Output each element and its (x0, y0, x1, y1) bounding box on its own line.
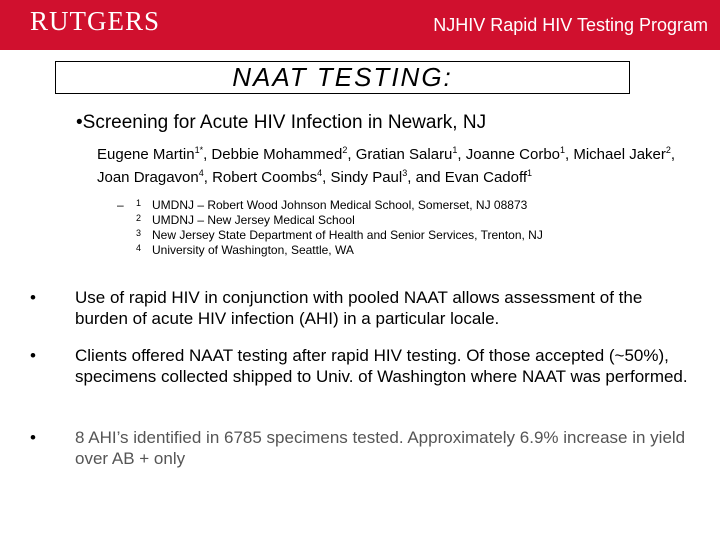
bullet-text: 8 AHI’s identified in 6785 specimens tested. Approximately 6.9% increase in yield over AB + only (75, 428, 686, 468)
author: Eugene Martin$^{1*}$, (97, 145, 212, 163)
affiliation-item: 2 UMDNJ – New Jersey Medical School (136, 213, 355, 227)
author: Joanne Corbo$^1$, (465, 145, 574, 163)
bullet-dot: • (30, 346, 36, 365)
screening-heading (76, 112, 486, 134)
bullet-dot: • (30, 428, 36, 447)
author: Evan Cadoff$^1$ (444, 168, 533, 186)
bullet-dot: • (30, 288, 36, 307)
slide-title-box (55, 61, 630, 94)
author: Robert Coombs$^4$, (212, 168, 331, 186)
affiliation-list (136, 198, 543, 258)
rutgers-logo: RUTGERS (30, 6, 161, 36)
bullet-text: Use of rapid HIV in conjunction with pooled NAAT allows assessment of the burden of acute HIV infection (AHI) in a particular locale. (75, 288, 643, 328)
screening-text: Screening for Acute HIV Infection in Newark, NJ (82, 112, 487, 133)
bullet-text: Clients offered NAAT testing after rapid HIV testing. Of those accepted (~50%), specimens collected shipped to Univ. of Washington where NAAT was performed. (75, 346, 688, 386)
author: Michael Jaker$^2$, (573, 145, 676, 163)
affiliation-item: 3 New Jersey State Department of Health and Senior Services, Trenton, NJ (136, 228, 543, 242)
author-list (97, 141, 677, 187)
author: Debbie Mohammed$^2$, (211, 145, 356, 163)
header-bar (0, 0, 720, 50)
bullet-dot: • (76, 112, 83, 133)
program-title: NJHIV Rapid HIV Testing Program (433, 15, 708, 35)
author: Joan Dragavon$^4$, (97, 168, 213, 186)
author: Gratian Salaru$^1$, (355, 145, 466, 163)
slide-title: NAAT TESTING: (232, 62, 453, 92)
author: Sindy Paul$^3$, and (330, 168, 445, 186)
affiliation-dash: – (117, 198, 124, 212)
affiliation-item: 4 University of Washington, Seattle, WA (136, 243, 354, 257)
affiliation-item: 1 UMDNJ – Robert Wood Johnson Medical School, Somerset, NJ 08873 (136, 198, 528, 212)
